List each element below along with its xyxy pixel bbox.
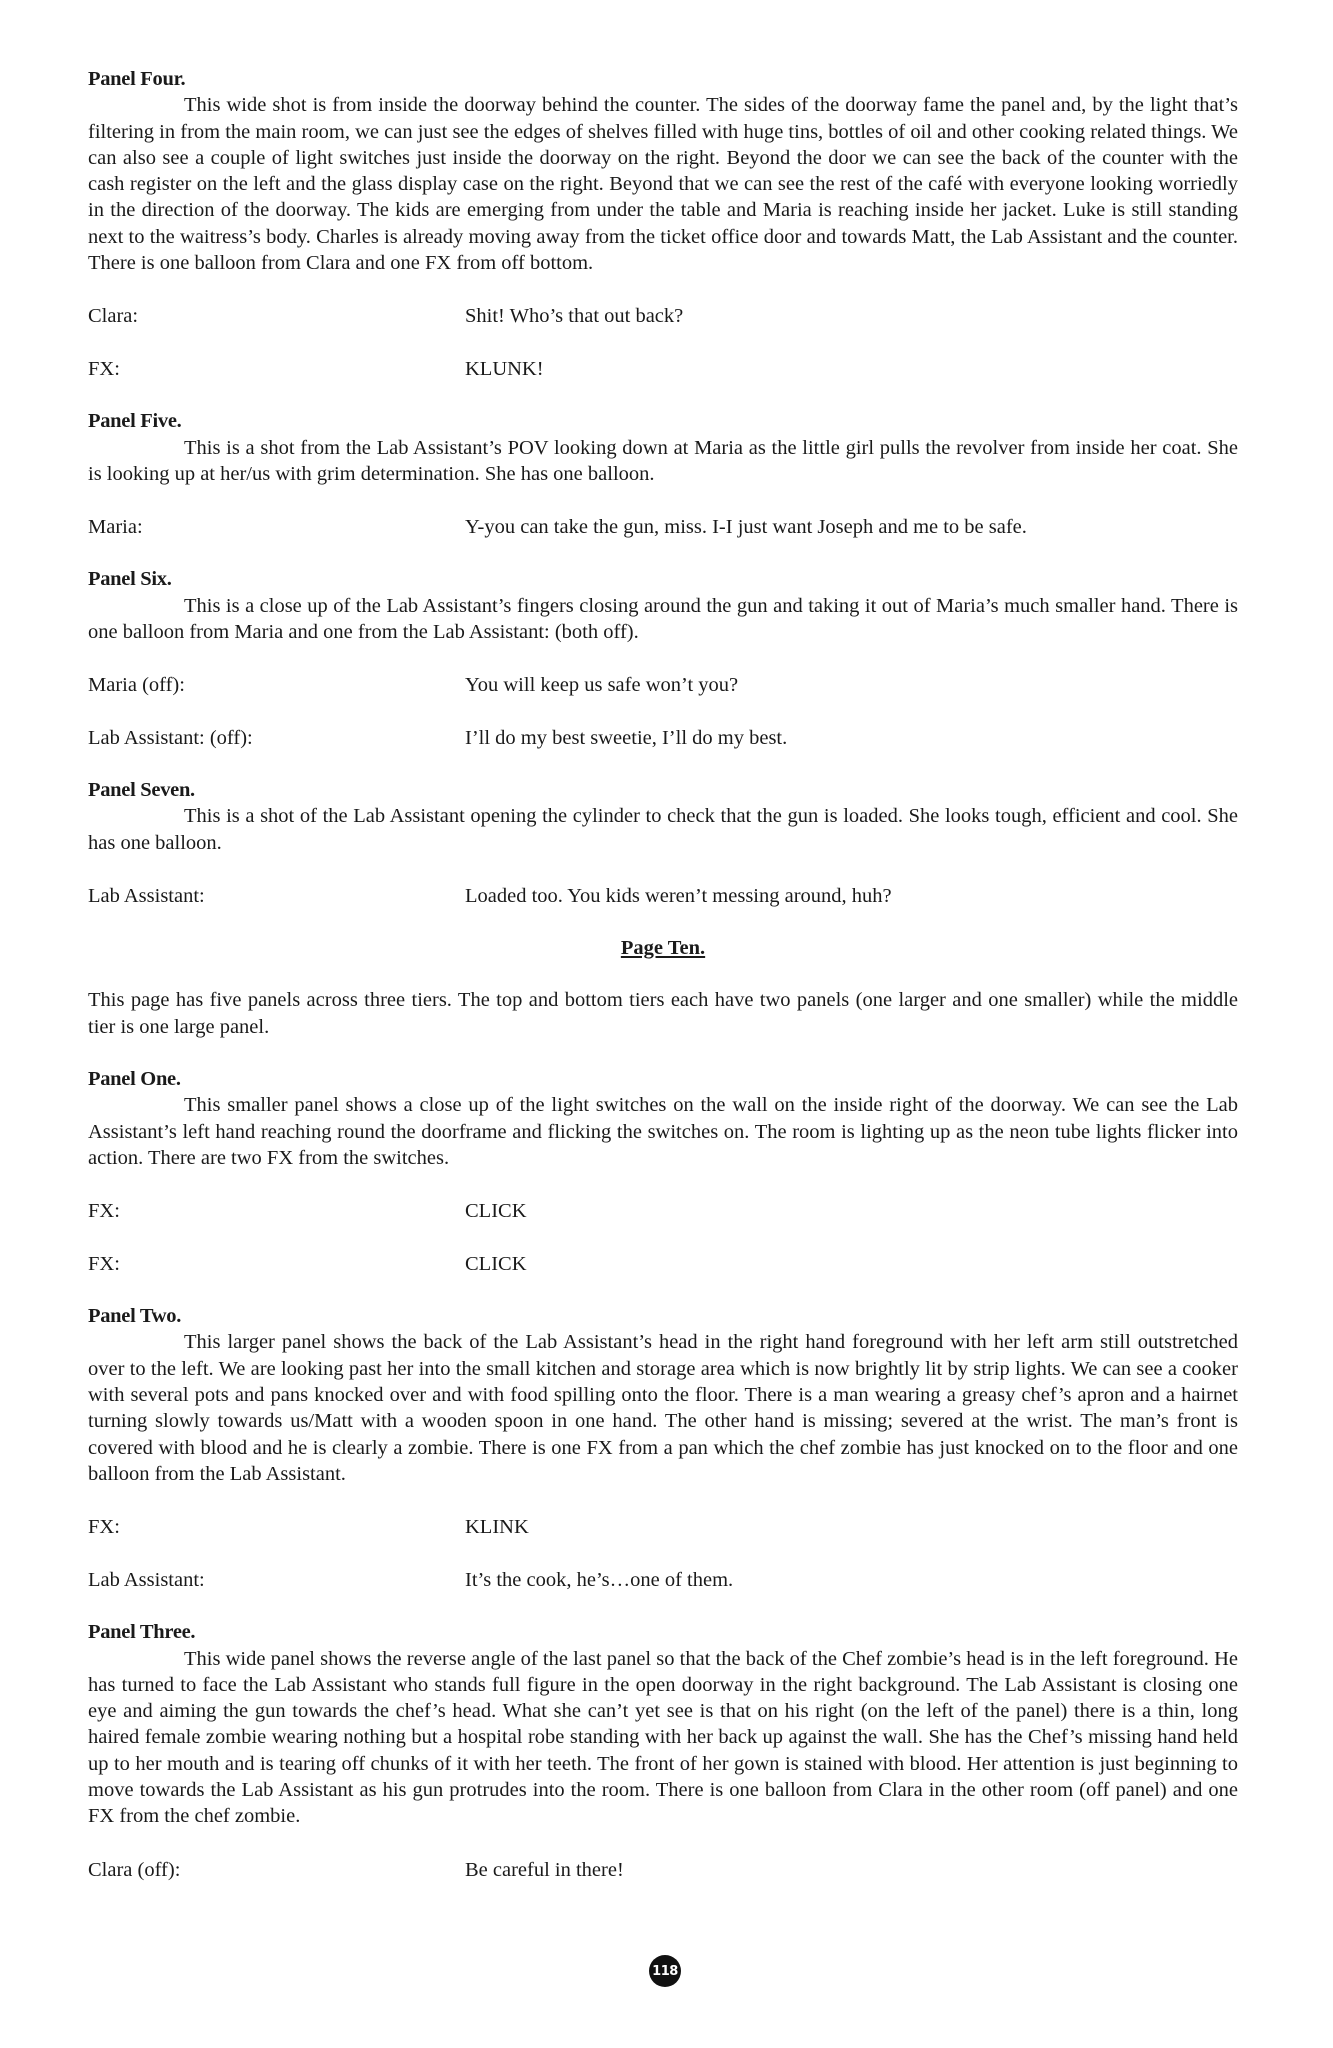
page-title: Page Ten.: [620, 937, 706, 960]
speaker: Clara:: [88, 305, 139, 328]
script-page: [88, 66, 1238, 1883]
speaker: FX:: [88, 1200, 120, 1223]
balloon-text: Shit! Who’s that out back?: [465, 305, 684, 328]
speaker: Maria:: [88, 516, 143, 539]
page-overview: This page has five panels across three tiers. The top and bottom tiers each have two panels (one larger and one smaller) while the middle tier is one large panel.: [88, 989, 1238, 1038]
panel-heading: Panel Three.: [88, 1621, 196, 1644]
dialogue-line: [88, 514, 1238, 540]
dialogue-line: [88, 1251, 1238, 1277]
panel-description: This smaller panel shows a close up of the light switches on the wall on the inside right of the doorway. We can see the Lab Assistant’s left hand reaching round the doorframe and flicking the switches on. The room is lighting up as the neon tube lights flicker into action. There are two FX from the switches.: [88, 1094, 1238, 1169]
balloon-text: CLICK: [465, 1200, 527, 1223]
panel-heading: Panel Seven.: [88, 779, 195, 802]
speaker: Clara (off):: [88, 1858, 181, 1881]
dialogue-line: [88, 725, 1238, 751]
dialogue-line: [88, 1514, 1238, 1540]
speaker: Maria (off):: [88, 674, 185, 697]
panel-heading: Panel Two.: [88, 1305, 182, 1328]
panel-description: This is a shot from the Lab Assistant’s POV looking down at Maria as the little girl pulls the revolver from inside her coat. She is looking up at her/us with grim determination. She has one balloon.: [88, 436, 1238, 485]
balloon-text: KLUNK!: [465, 358, 544, 381]
panel-heading: Panel Four.: [88, 68, 186, 90]
speaker: FX:: [88, 1516, 120, 1539]
dialogue-line: [88, 1857, 1238, 1883]
balloon-text: Be careful in there!: [465, 1858, 624, 1881]
balloon-text: It’s the cook, he’s…one of them.: [465, 1569, 734, 1592]
balloon-text: You will keep us safe won’t you?: [465, 674, 739, 697]
balloon-text: I’ll do my best sweetie, I’ll do my best.: [465, 727, 788, 750]
dialogue-line: [88, 883, 1238, 909]
panel-description: This wide panel shows the reverse angle of the last panel so that the back of the Chef zombie’s head is in the left foreground. He has turned to face the Lab Assistant who stands full figure in the open doorway in the right background. The Lab Assistant is closing one eye and aiming the gun towards the chef’s head. What she can’t yet see is that on his right (on the left of the panel) there is a thin, long haired female zombie wearing nothing but a hospital robe standing with her back up against the wall. She has the Chef’s missing hand held up to her mouth and is tearing off chunks of it with her teeth. The front of her gown is stained with blood. Her attention is just beginning to move towards the Lab Assistant as his gun protrudes into the room. There is one balloon from Clara in the other room (off panel) and one FX from the chef zombie.: [88, 1647, 1238, 1828]
balloon-text: Loaded too. You kids weren’t messing around, huh?: [465, 885, 892, 908]
balloon-text: Y-you can take the gun, miss. I-I just want Joseph and me to be safe.: [465, 516, 1027, 539]
panel-heading: Panel One.: [88, 1067, 181, 1090]
panel-description: This is a close up of the Lab Assistant’s fingers closing around the gun and taking it out of Maria’s much smaller hand. There is one balloon from Maria and one from the Lab Assistant: (both off).: [88, 594, 1238, 643]
page-number-badge: 118: [649, 1955, 681, 1987]
dialogue-line: [88, 1198, 1238, 1224]
dialogue-line: [88, 303, 1238, 329]
speaker: Lab Assistant:: [88, 1569, 205, 1592]
panel-heading: Panel Six.: [88, 568, 172, 591]
dialogue-line: [88, 1567, 1238, 1593]
dialogue-line: [88, 356, 1238, 382]
dialogue-line: [88, 672, 1238, 698]
speaker: FX:: [88, 1253, 120, 1276]
speaker: FX:: [88, 358, 120, 381]
speaker: Lab Assistant: (off):: [88, 727, 253, 750]
panel-description: This larger panel shows the back of the Lab Assistant’s head in the right hand foreground with her left arm still outstretched over to the left. We are looking past her into the small kitchen and storage area which is now brightly lit by strip lights. We can see a cooker with several pots and pans knocked over and with food spilling onto the floor. There is a man wearing a greasy chef’s apron and a hairnet turning slowly towards us/Matt with a wooden spoon in one hand. The other hand is missing; severed at the wrist. The man’s front is covered with blood and he is clearly a zombie. There is one FX from a pan which the chef zombie has just knocked on to the floor and one balloon from the Lab Assistant.: [88, 1331, 1238, 1485]
panel-heading: Panel Five.: [88, 410, 182, 433]
balloon-text: KLINK: [465, 1516, 529, 1539]
panel-description: This wide shot is from inside the doorway behind the counter. The sides of the doorway fame the panel and, by the light that’s filtering in from the main room, we can just see the edges of shelves filled with huge tins, bottles of oil and other cooking related things. We can also see a couple of light switches just inside the doorway on the right. Beyond the door we can see the back of the counter with the cash register on the left and the glass display case on the right. Beyond that we can see the rest of the café with everyone looking worriedly in the direction of the doorway. The kids are emerging from under the table and Maria is reaching inside her jacket. Luke is still standing next to the waitress’s body. Charles is already moving away from the ticket office door and towards Matt, the Lab Assistant and the counter. There is one balloon from Clara and one FX from off bottom.: [88, 94, 1238, 275]
panel-description: This is a shot of the Lab Assistant opening the cylinder to check that the gun is loaded. She looks tough, efficient and cool. She has one balloon.: [88, 805, 1238, 854]
speaker: Lab Assistant:: [88, 885, 205, 908]
balloon-text: CLICK: [465, 1253, 527, 1276]
